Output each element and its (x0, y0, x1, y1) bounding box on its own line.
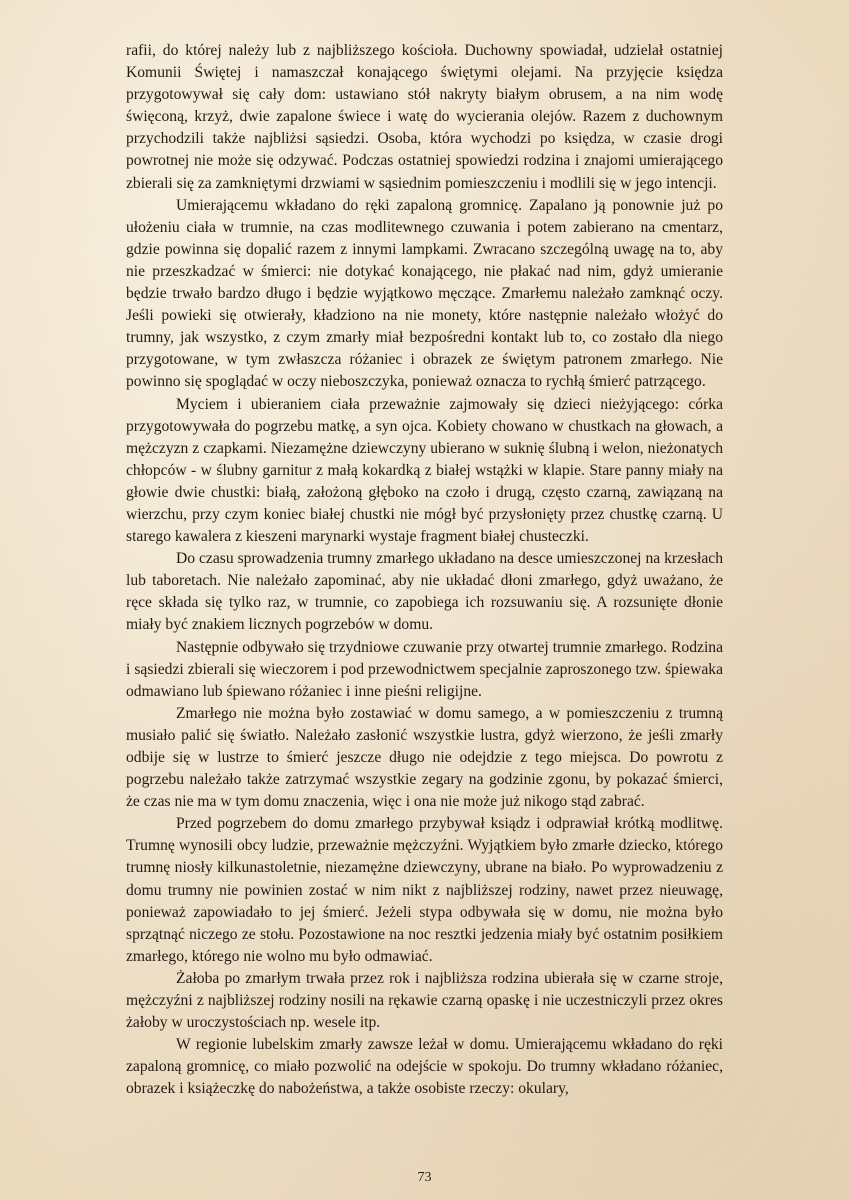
paragraph-lublin-region: W regionie lubelskim zmarły zawsze leżał w domu. Umierającemu wkładano do ręki zapaloną gromnicę, co miało pozwolić na odejście w spokoju. Do trumny wkładano różaniec, obrazek i książeczkę do nabożeństwa, a także osobiste rzeczy: okulary, (126, 1036, 723, 1098)
paragraph-funeral: Przed pogrzebem do domu zmarłego przybywał ksiądz i odprawiał krótką modlitwę. Trumnę wynosili obcy ludzie, przeważnie mężczyźni. Wyjątkiem było zmarłe dziecko, którego trumnę niosły kilkunastoletnie, niezamężne dziewczyny, ubrane na biało. Po wyprowadzeniu z domu trumny nie powinien zostać w nim nikt z najbliższej rodziny, nawet przez nieuwagę, ponieważ zapowiadało to jej śmierć. Jeżeli stypa odbywała się w domu, nie można było sprzątnąć niczego ze stołu. Pozostawione na noc resztki jedzenia miały być ostatnim posiłkiem zmarłego, którego nie wolno mu było odmawiać. (126, 815, 723, 965)
body-text (126, 40, 723, 1101)
paragraph-mirrors-clocks: Zmarłego nie można było zostawiać w domu samego, a w pomieszczeniu z trumną musiało palić się światło. Należało zasłonić wszystkie lustra, gdyż wierzono, że jeśli zmarły odbije się w lustrze to śmierć jeszcze długo nie odejdzie z tego miejsca. Do powrotu z pogrzebu należało także zatrzymać wszystkie zegary na godzinie zgonu, by pokazać śmierci, że czas nie ma w tym domu znaczenia, więc i ona nie może już nikogo stąd zabrać. (126, 704, 723, 811)
paragraph-continuation: rafii, do której należy lub z najbliższego kościoła. Duchowny spowiadał, udzielał ostatniej Komunii Świętej i namaszczał konającego świętymi olejami. Na przyjęcie księdza przygotowywał się cały dom: ustawiano stół nakryty białym obrusem, a na nim wodę święconą, krzyż, dwie zapalone świece i watę do wycierania olejów. Razem z duchownym przychodzili także najbliżsi sąsiedzi. Osoba, która wychodzi po księdza, w czasie drogi powrotnej nie może się odzywać. Podczas ostatniej spowiedzi rodzina i znajomi umierającego zbierali się za zamkniętymi drzwiami w sąsiednim pomieszczeniu i modlili się w jego intencji. (126, 42, 723, 192)
paragraph-mourning: Żałoba po zmarłym trwała przez rok i najbliższa rodzina ubierała się w czarne stroje, mężczyźni z najbliższej rodziny nosili na rękawie czarną opaskę i nie uczestniczyli przez okres żałoby w uroczystościach np. wesele itp. (126, 969, 723, 1032)
paragraph-coffin-board: Do czasu sprowadzenia trumny zmarłego układano na desce umieszczonej na krzesłach lub taboretach. Nie należało zapominać, aby nie układać dłoni zmarłego, gdyż uważano, że ręce składa się tylko raz, w trumnie, co zapobiega ich rozsuwaniu się. A rozsunięte dłonie miały być znakiem licznych pogrzebów w domu. (126, 550, 723, 634)
page-number: 73 (417, 1170, 432, 1185)
paragraph-washing-dressing: Myciem i ubieraniem ciała przeważnie zajmowały się dzieci nieżyjącego: córka przygotowywała do pogrzebu matkę, a syn ojca. Kobiety chowano w chustkach na głowach, a mężczyzn z czapkami. Niezamężne dziewczyny ubierano w suknię ślubną i welon, nieżonatych chłopców - w ślubny garnitur z małą kokardką z białej wstążki w klapie. Stare panny miały na głowie dwie chustki: białą, założoną głęboko na czoło i drugą, często czarną, zawiązaną na wierzchu, przy czym koniec białej chustki nie mógł być przysłonięty przez chustkę czarną. U starego kawalera z kieszeni marynarki wystaje fragment białej chusteczki. (126, 395, 723, 546)
paragraph-gromnica: Umierającemu wkładano do ręki zapaloną gromnicę. Zapalano ją ponownie już po ułożeniu ciała w trumnie, na czas modlitewnego czuwania i potem zabierano na cmentarz, gdzie powinna się dopalić razem z innymi lampkami. Zwracano szczególną uwagę na to, aby nie przeszkadzać w śmierci: nie dotykać konającego, nie płakać nad nim, gdyż umieranie będzie trwało bardzo długo i będzie wyjątkowo męczące. Zmarłemu należało zamknąć oczy. Jeśli powieki się otwierały, kładziono na nie monety, które następnie należało włożyć do trumny, jak wszystko, z czym zmarły miał bezpośredni kontakt lub to, co zostało dla niego przygotowane, w tym zwłaszcza różaniec i obrazek ze świętym patronem zmarłego. Nie powinno się spoglądać w oczy nieboszczyka, ponieważ oznacza to rychłą śmierć patrzącego. (126, 196, 723, 391)
paragraph-vigil: Następnie odbywało się trzydniowe czuwanie przy otwartej trumnie zmarłego. Rodzina i sąsiedzi zbierali się wieczorem i pod przewodnictwem specjalnie zaproszonego tzw. śpiewaka odmawiano lub śpiewano różaniec i inne pieśni religijne. (126, 638, 723, 700)
